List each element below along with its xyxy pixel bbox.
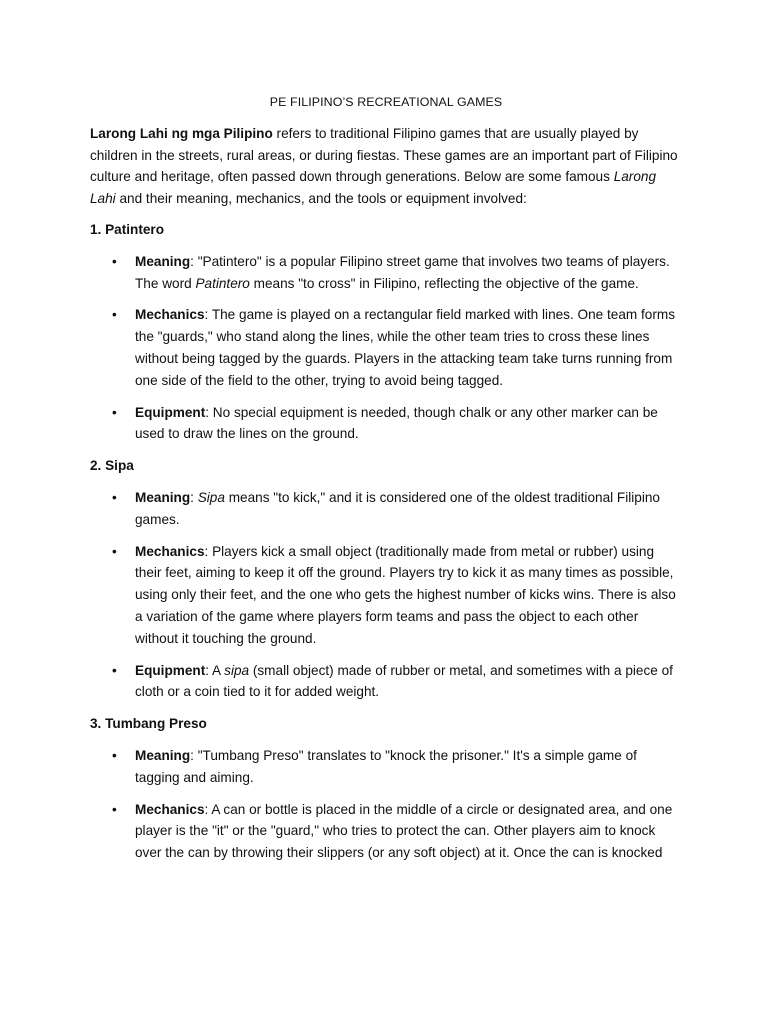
item-text: : A (205, 662, 225, 678)
item-text: : No special equipment is needed, though chalk or any other marker can be used to draw the lines on the ground. (135, 404, 658, 442)
item-text-cont: means "to cross" in Filipino, reflecting the objective of the game. (249, 275, 639, 291)
item-label: Meaning (135, 253, 191, 269)
bullet-icon: • (112, 253, 117, 269)
item-text-cont: means "to kick," and it is considered one of the oldest traditional Filipino games. (135, 489, 660, 527)
item-label: Meaning (135, 489, 191, 505)
item-label: Equipment (135, 404, 206, 420)
bullet-list (90, 487, 682, 703)
intro-text-2: and their meaning, mechanics, and the tools or equipment involved: (115, 191, 527, 207)
item-label: Mechanics (135, 307, 205, 323)
item-text: : (190, 489, 198, 505)
bullet-icon: • (112, 662, 117, 678)
item-label: Equipment (135, 662, 206, 678)
item-label: Mechanics (135, 801, 205, 817)
list-item-mechanics (90, 304, 682, 391)
list-item-meaning (90, 745, 682, 789)
item-text: : "Tumbang Preso" translates to "knock the prisoner." It's a simple game of tagging and aiming. (135, 747, 637, 785)
item-text-cont: (small object) made of rubber or metal, and sometimes with a piece of cloth or a coin tied to it for added weight. (135, 662, 673, 700)
item-italic: sipa (224, 662, 250, 678)
bullet-list (90, 745, 682, 864)
item-italic: Patintero (195, 275, 250, 291)
document-page (90, 92, 682, 874)
item-italic: Sipa (197, 489, 225, 505)
list-item-mechanics (90, 541, 682, 650)
bullet-icon: • (112, 307, 117, 323)
list-item-meaning (90, 251, 682, 295)
section-patintero (90, 219, 682, 445)
section-heading: 1. Patintero (90, 221, 165, 237)
item-text: : Players kick a small object (traditionally made from metal or rubber) using their feet, aiming to keep it off the ground. Players try to kick it as many times as possible, using only their feet, and the one who gets the highest number of kicks wins. There is also a variation of the game where players form teams and pass the object to each other without it touching the ground. (135, 543, 676, 646)
bullet-list (90, 251, 682, 445)
bullet-icon: • (112, 747, 117, 763)
intro-text-1: refers to traditional Filipino games that are usually played by children in the streets, rural areas, or during fiestas. These games are an important part of Filipino culture and heritage, often passed down through generations. Below are some famous (90, 125, 678, 185)
document-title: PE FILIPINO’S RECREATIONAL GAMES (269, 95, 503, 109)
item-text: : "Patintero" is a popular Filipino street game that involves two teams of players. The word (135, 253, 670, 291)
intro-italic: Larong Lahi (90, 169, 657, 207)
bullet-icon: • (112, 543, 117, 559)
list-item-equipment (90, 660, 682, 704)
item-label: Mechanics (135, 543, 205, 559)
list-item-meaning (90, 487, 682, 531)
section-sipa (90, 455, 682, 703)
item-label: Meaning (135, 747, 191, 763)
list-item-mechanics (90, 799, 682, 864)
bullet-icon: • (112, 801, 117, 817)
section-heading: 3. Tumbang Preso (90, 716, 207, 732)
item-text: : A can or bottle is placed in the middle of a circle or designated area, and one player is the "it" or the "guard," who tries to protect the can. Other players aim to knock over the can by throwing their slippers (or any soft object) at it. Once the can is knocked (135, 801, 673, 861)
intro-paragraph (90, 123, 682, 210)
bullet-icon: • (112, 404, 117, 420)
intro-lead-bold: Larong Lahi ng mga Pilipino (90, 125, 273, 141)
section-tumbang-preso (90, 713, 682, 864)
item-text: : The game is played on a rectangular field marked with lines. One team forms the "guards," who stand along the lines, while the other team tries to cross these lines without being tagged by the guards. Players in the attacking team take turns running from one side of the field to the other, trying to avoid being tagged. (135, 307, 675, 388)
section-heading: 2. Sipa (90, 458, 134, 474)
list-item-equipment (90, 402, 682, 446)
bullet-icon: • (112, 489, 117, 505)
